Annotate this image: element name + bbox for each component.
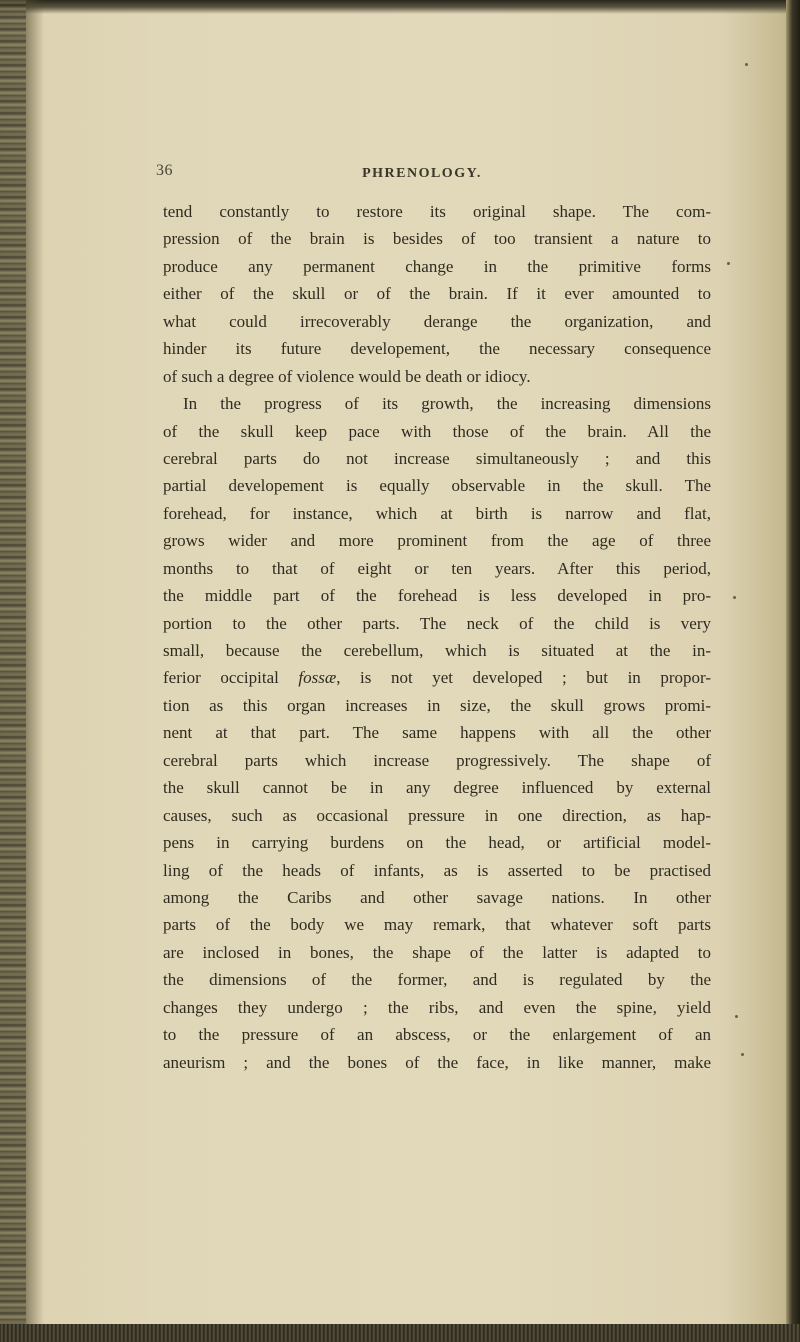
text-line: parts of the body we may remark, that whatever soft parts [163,915,711,935]
text-line: cerebral parts do not increase simultaneously ; and this [163,448,711,468]
italic-term: fossæ [298,668,337,688]
text-line: among the Caribs and other savage nations. In other [163,887,711,907]
speck [741,1053,744,1056]
book-binding-left [0,0,26,1342]
text-line: partial developement is equally observable in the skull. The [163,476,711,496]
text-line: pression of the brain is besides of too transient a nature to [163,229,711,249]
text-line: the middle part of the forehead is less developed in pro- [163,586,711,606]
text-line: hinder its future developement, the necessary consequence [163,339,711,359]
text-line: cerebral parts which increase progressively. The shape of [163,750,711,770]
text-line: of such a degree of violence would be death or idiocy. [163,366,531,386]
text-line: the skull cannot be in any degree influenced by external [163,778,711,798]
speck [745,63,748,66]
speck [733,596,736,599]
text-line: causes, such as occasional pressure in one direction, as hap- [163,805,711,825]
body-text [163,198,711,1076]
page-edge-right [786,0,800,1342]
speck [727,262,730,265]
text-line: the dimensions of the former, and is regulated by the [163,970,711,990]
text-segment: ferior occipital [163,668,299,688]
text-line: forehead, for instance, which at birth is narrow and flat, [163,503,711,523]
text-segment: , is not yet developed ; but in propor- [336,668,711,688]
text-line: In the progress of its growth, the increasing dimensions [183,394,711,414]
page-bottom-edge [0,1324,800,1342]
running-head: PHRENOLOGY. [362,166,482,181]
text-line: aneurism ; and the bones of the face, in like manner, make [163,1052,711,1072]
text-line: tend constantly to restore its original shape. The com- [163,202,711,221]
text-line [163,664,711,691]
page-header [156,162,706,186]
text-line: small, because the cerebellum, which is situated at the in- [163,641,711,660]
text-line: ling of the heads of infants, as is asserted to be practised [163,860,711,880]
text-line: are inclosed in bones, the shape of the latter is adapted to [163,942,711,962]
text-line: to the pressure of an abscess, or the enlargement of an [163,1025,711,1045]
speck [735,1015,738,1018]
text-line: portion to the other parts. The neck of the child is very [163,613,711,633]
page-top-edge [0,0,800,14]
text-line: either of the skull or of the brain. If it ever amounted to [163,284,711,304]
text-line: tion as this organ increases in size, the skull grows promi- [163,695,711,715]
page-number: 36 [156,162,173,179]
gutter-shadow [26,0,44,1342]
text-line: pens in carrying burdens on the head, or artificial model- [163,833,711,853]
text-line: what could irrecoverably derange the organization, and [163,311,711,331]
text-line: grows wider and more prominent from the age of three [163,531,711,551]
text-line: changes they undergo ; the ribs, and even the spine, yield [163,997,711,1017]
text-line: nent at that part. The same happens with all the other [163,723,711,743]
text-line: of the skull keep pace with those of the brain. All the [163,421,711,441]
text-line: months to that of eight or ten years. After this period, [163,558,711,578]
text-line: produce any permanent change in the primitive forms [163,256,711,276]
